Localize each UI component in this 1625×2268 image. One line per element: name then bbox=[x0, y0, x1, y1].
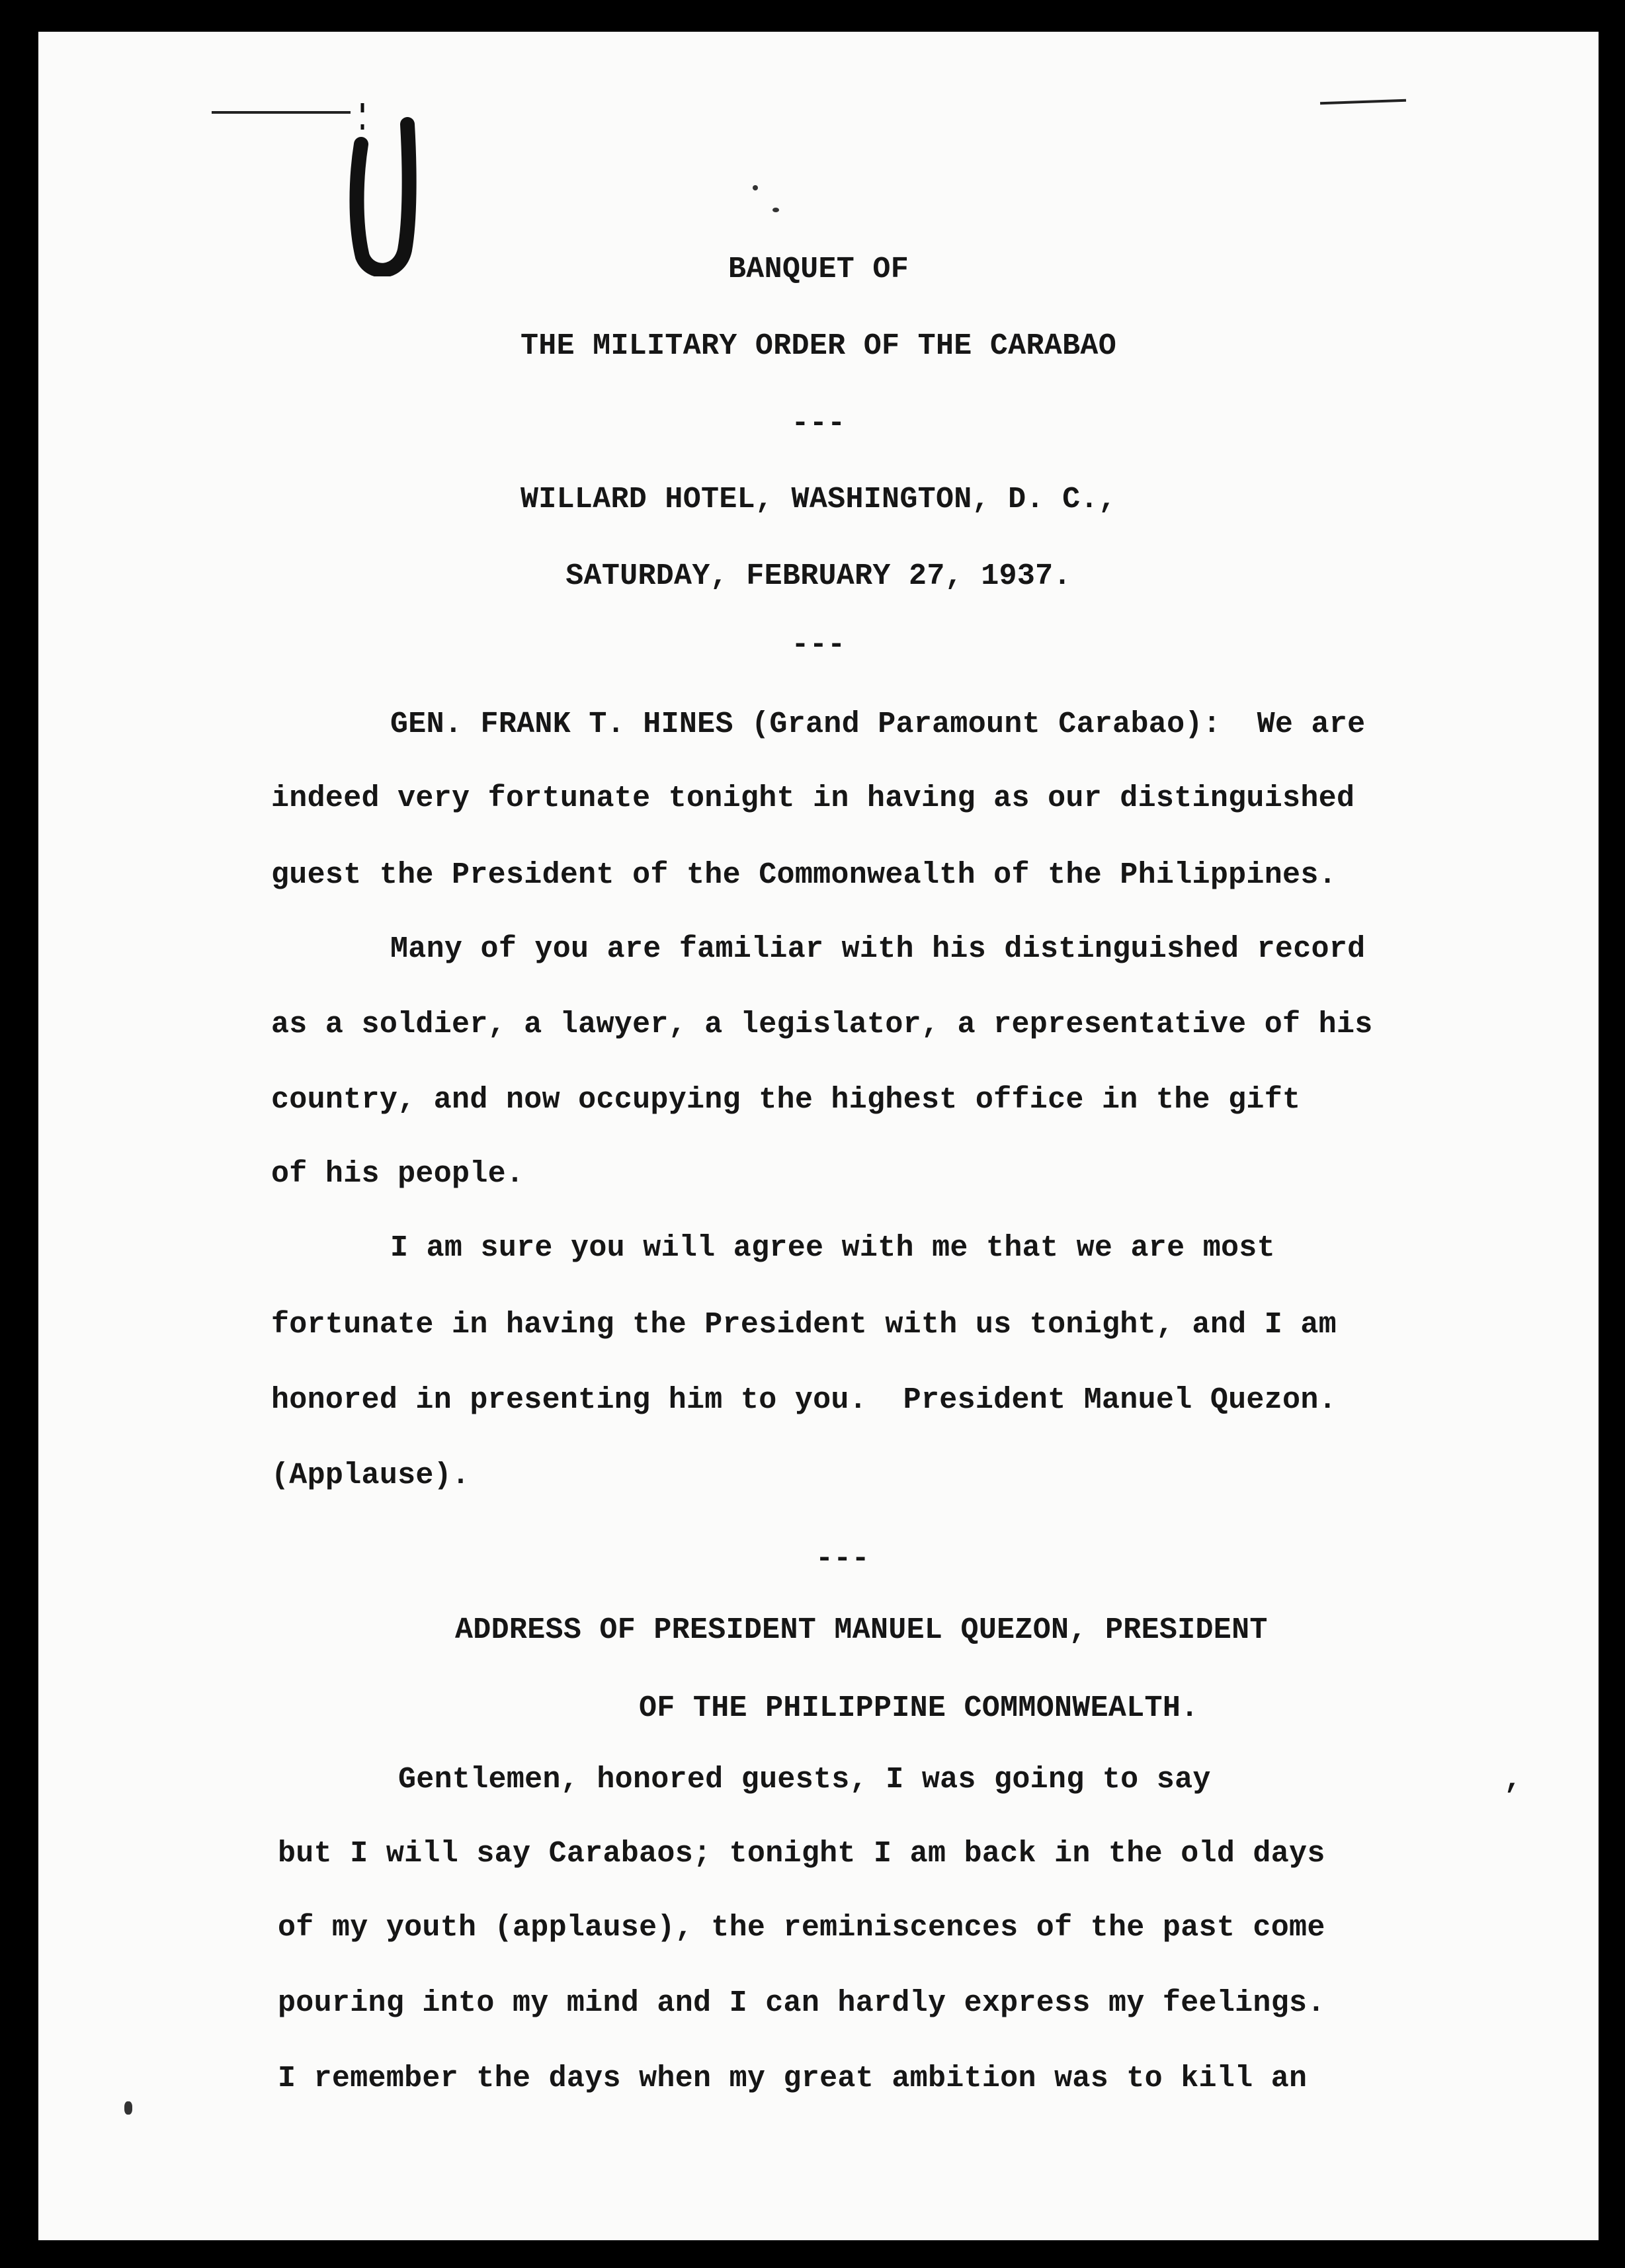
top-left-dash bbox=[212, 111, 351, 114]
address-heading-2: OF THE PHILIPPINE COMMONWEALTH. bbox=[639, 1691, 1199, 1725]
hines-line: country, and now occupying the highest office in the gift bbox=[271, 1083, 1301, 1117]
separator: --- bbox=[815, 1542, 870, 1576]
document-page bbox=[38, 32, 1599, 2240]
hines-line: Many of you are familiar with his distinguished record bbox=[390, 932, 1366, 966]
title-line-2: THE MILITARY ORDER OF THE CARABAO bbox=[520, 329, 1117, 363]
address-line: I remember the days when my great ambition was to kill an bbox=[278, 2062, 1308, 2095]
hines-line: guest the President of the Commonwealth of the Philippines. bbox=[271, 858, 1337, 892]
separator: --- bbox=[791, 407, 846, 440]
venue-line: WILLARD HOTEL, WASHINGTON, D. C., bbox=[520, 483, 1117, 516]
address-heading-1: ADDRESS OF PRESIDENT MANUEL QUEZON, PRESIDENT bbox=[455, 1613, 1268, 1647]
top-right-dash bbox=[1320, 99, 1406, 105]
ink-speck bbox=[772, 208, 779, 212]
hines-line: (Applause). bbox=[271, 1459, 470, 1492]
address-line: Gentlemen, honored guests, I was going to say bbox=[398, 1763, 1211, 1797]
hines-line: fortunate in having the President with us tonight, and I am bbox=[271, 1308, 1337, 1342]
hines-line: indeed very fortunate tonight in having as our distinguished bbox=[271, 782, 1355, 815]
hines-line: honored in presenting him to you. President Manuel Quezon. bbox=[271, 1383, 1337, 1417]
title-line-1: BANQUET OF bbox=[728, 253, 909, 286]
ink-speck bbox=[753, 185, 758, 190]
margin-comma: , bbox=[1504, 1763, 1522, 1797]
hines-line: I am sure you will agree with me that we are most bbox=[390, 1231, 1275, 1265]
address-line: but I will say Carabaos; tonight I am back in the old days bbox=[278, 1837, 1325, 1871]
separator: --- bbox=[791, 628, 846, 662]
ink-speck bbox=[124, 2101, 132, 2115]
address-line: of my youth (applause), the reminiscences of the past come bbox=[278, 1911, 1325, 1945]
hines-line: of his people. bbox=[271, 1157, 524, 1191]
handwritten-page-mark bbox=[336, 98, 429, 276]
hines-line: as a soldier, a lawyer, a legislator, a representative of his bbox=[271, 1008, 1373, 1041]
hines-line: GEN. FRANK T. HINES (Grand Paramount Carabao): We are bbox=[390, 708, 1366, 741]
address-line: pouring into my mind and I can hardly express my feelings. bbox=[278, 1986, 1325, 2020]
date-line: SATURDAY, FEBRUARY 27, 1937. bbox=[565, 559, 1071, 593]
